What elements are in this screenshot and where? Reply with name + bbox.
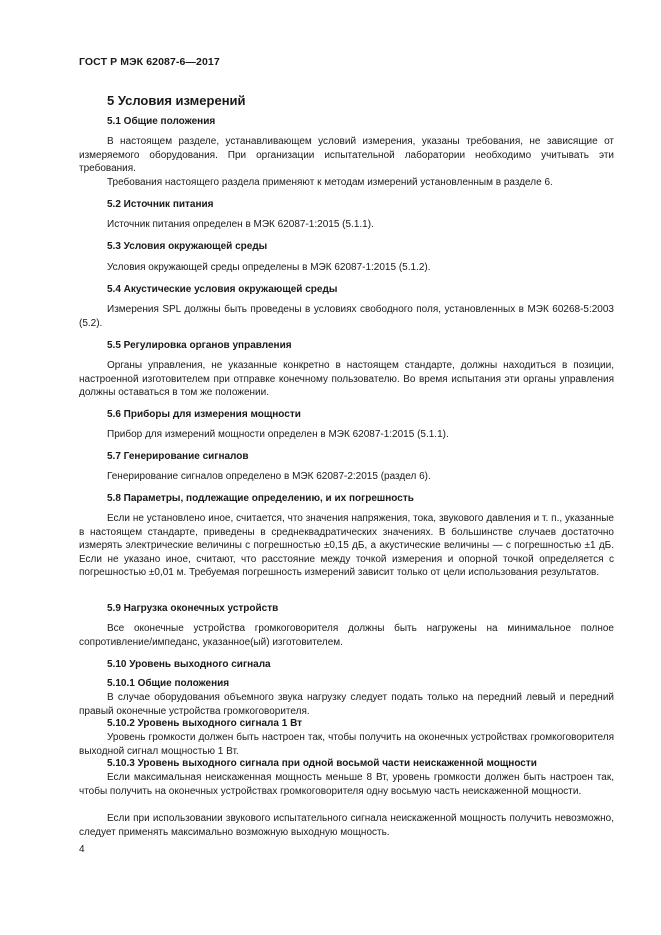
heading-5-4: 5.4 Акустические условия окружающей среды [107, 284, 338, 295]
heading-5-10-1: 5.10.1 Общие положения [107, 678, 230, 689]
paragraph-5-1-b: Требования настоящего раздела применяют к методам измерений установленным в разделе 6. [107, 177, 553, 188]
paragraph-5-4: Измерения SPL должны быть проведены в условиях свободного поля, установленных в МЭК 60268-5:2003 (5.2). [79, 304, 614, 329]
heading-5-5: 5.5 Регулировка органов управления [107, 340, 292, 351]
heading-5-7: 5.7 Генерирование сигналов [107, 451, 249, 462]
heading-5-10-3: 5.10.3 Уровень выходного сигнала при одной восьмой части неискаженной мощности [107, 758, 537, 769]
paragraph-5-9: Все оконечные устройства громкоговорителя должны быть нагружены на минимальное полное сопротивление/импеданс, указанное(ый) изготовителем. [79, 623, 614, 648]
document-header: ГОСТ Р МЭК 62087-6—2017 [79, 56, 220, 68]
section-title: 5 Условия измерений [107, 93, 246, 108]
heading-5-10: 5.10 Уровень выходного сигнала [107, 659, 271, 670]
heading-5-3: 5.3 Условия окружающей среды [107, 241, 268, 252]
paragraph-5-10-3-b: Если при использовании звукового испытательного сигнала неискаженной мощность получить невозможно, следует применять максимально возможную выходную мощность. [79, 813, 614, 838]
heading-5-8: 5.8 Параметры, подлежащие определению, и их погрешность [107, 493, 414, 504]
paragraph-5-3: Условия окружающей среды определены в МЭК 62087-1:2015 (5.1.2). [107, 262, 431, 273]
heading-5-10-2: 5.10.2 Уровень выходного сигнала 1 Вт [107, 718, 303, 729]
page-number: 4 [79, 844, 85, 855]
heading-5-1: 5.1 Общие положения [107, 116, 216, 127]
paragraph-5-1-a: В настоящем разделе, устанавливающем условий измерения, указаны требования, не зависящие от измеряемого оборудования. При организации испытательной лаборатории необходимо учитывать эти требования. [79, 136, 614, 175]
paragraph-5-8: Если не установлено иное, считается, что значения напряжения, тока, звукового давления и т. п., указанные в настоящем стандарте, приведены в среднеквадратических значениях. В большинстве случаев достаточно измерять электрические величины с погрешностью ±0,15 дБ, а акустические величины — с погрешностью ±1 дБ. Если не указано иное, считают, что расстояние между точкой измерения и опорной точкой определяется с погрешностью ±0,01 м. Требуемая погрешность измерений зависит только от цели использования результатов. [79, 513, 614, 579]
paragraph-5-2: Источник питания определен в МЭК 62087-1:2015 (5.1.1). [107, 219, 374, 230]
paragraph-5-10-1: В случае оборудования объемного звука нагрузку следует подать только на передний левый и передний правый оконечные устройства громкоговорителя. [79, 692, 614, 717]
paragraph-5-7: Генерирование сигналов определено в МЭК 62087-2:2015 (раздел 6). [107, 471, 431, 482]
paragraph-5-10-2: Уровень громкости должен быть настроен так, чтобы получить на оконечных устройствах громкоговорителя выходной сигнал мощностью 1 Вт. [79, 732, 614, 757]
paragraph-5-5: Органы управления, не указанные конкретно в настоящем стандарте, должны находиться в позиции, настроенной изготовителем при отправке конечному пользователю. Во время испытания эти органы управления должны оставаться в том же положении. [79, 360, 614, 399]
heading-5-9: 5.9 Нагрузка оконечных устройств [107, 603, 279, 614]
paragraph-5-6: Прибор для измерений мощности определен в МЭК 62087-1:2015 (5.1.1). [107, 429, 449, 440]
paragraph-5-10-3-a: Если максимальная неискаженная мощность меньше 8 Вт, уровень громкости должен быть настроен так, чтобы получить на оконечных устройствах громкоговорителя одну восьмую часть неискаженной мощности. [79, 772, 614, 797]
heading-5-6: 5.6 Приборы для измерения мощности [107, 409, 301, 420]
heading-5-2: 5.2 Источник питания [107, 199, 214, 210]
